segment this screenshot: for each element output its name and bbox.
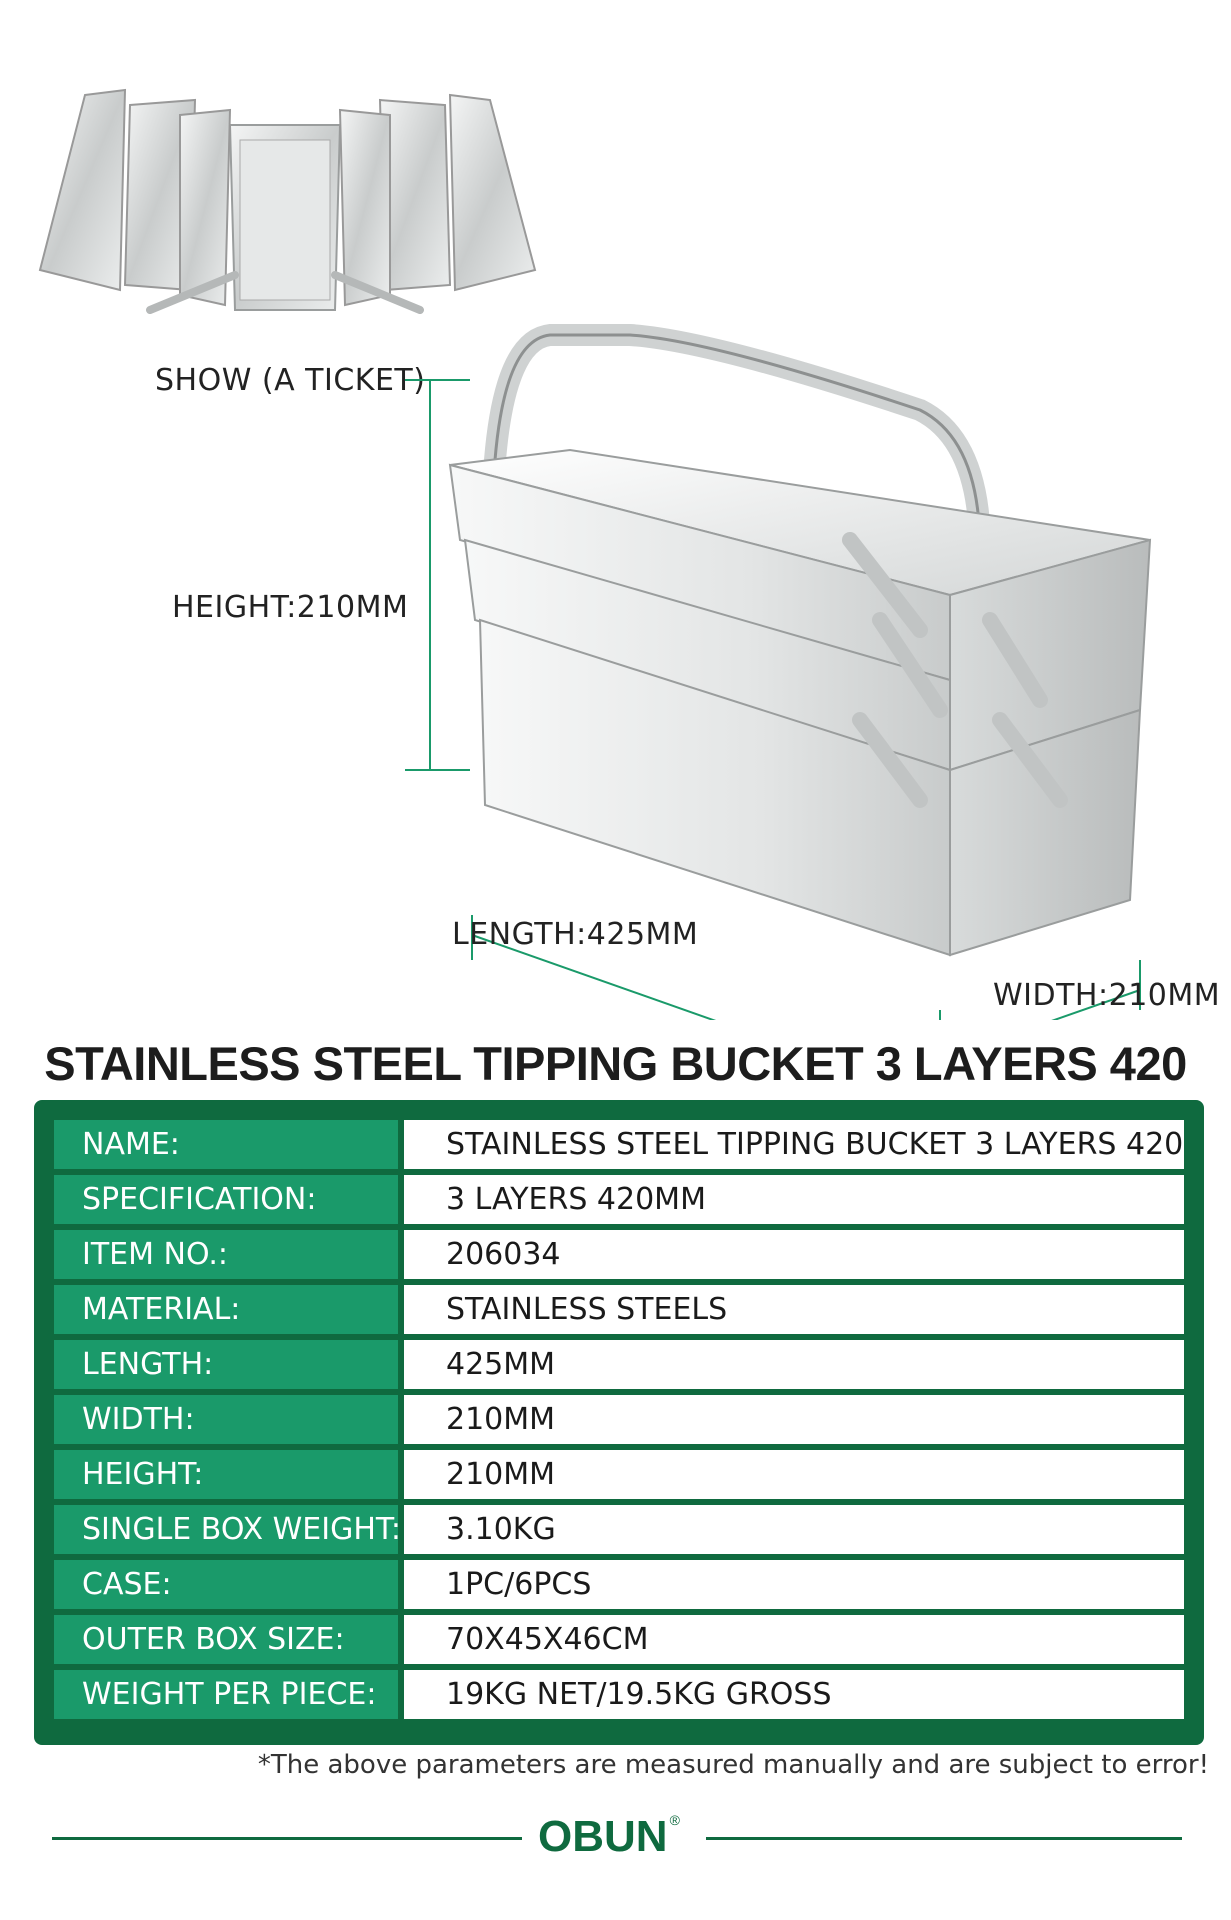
height-caption: HEIGHT:210MM — [172, 590, 409, 625]
spec-row-length — [54, 1340, 1184, 1389]
spec-label: CASE: — [54, 1560, 398, 1609]
width-caption: WIDTH:210MM — [993, 978, 1221, 1013]
spec-row-single-box-weight — [54, 1505, 1184, 1554]
closed-toolbox-image — [380, 300, 1180, 1020]
spec-label: WEIGHT PER PIECE: — [54, 1670, 398, 1719]
brand-divider-left — [52, 1837, 522, 1840]
spec-row-height — [54, 1450, 1184, 1499]
registered-mark: ® — [669, 1812, 680, 1828]
spec-label: SINGLE BOX WEIGHT: — [54, 1505, 398, 1554]
show-caption: SHOW (A TICKET) — [155, 363, 426, 398]
spec-label: ITEM NO.: — [54, 1230, 398, 1279]
brand-logo — [538, 1812, 680, 1862]
spec-value: STAINLESS STEELS — [404, 1285, 1184, 1334]
product-title: STAINLESS STEEL TIPPING BUCKET 3 LAYERS 420 — [44, 1037, 1187, 1090]
spec-value: 70X45X46CM — [404, 1615, 1184, 1664]
spec-value: 19KG NET/19.5KG GROSS — [404, 1670, 1184, 1719]
spec-value: STAINLESS STEEL TIPPING BUCKET 3 LAYERS 420 — [404, 1120, 1184, 1169]
spec-label: HEIGHT: — [54, 1450, 398, 1499]
spec-table — [34, 1100, 1204, 1745]
spec-row-material — [54, 1285, 1184, 1334]
spec-value: 206034 — [404, 1230, 1184, 1279]
spec-value: 3 LAYERS 420MM — [404, 1175, 1184, 1224]
spec-row-name — [54, 1120, 1184, 1169]
spec-row-outer-box-size — [54, 1615, 1184, 1664]
disclaimer-note: *The above parameters are measured manually and are subject to error! — [257, 1750, 1209, 1780]
spec-row-item-no — [54, 1230, 1184, 1279]
spec-label: SPECIFICATION: — [54, 1175, 398, 1224]
spec-value: 425MM — [404, 1340, 1184, 1389]
spec-value: 210MM — [404, 1395, 1184, 1444]
spec-label: LENGTH: — [54, 1340, 398, 1389]
spec-value: 3.10KG — [404, 1505, 1184, 1554]
spec-value: 210MM — [404, 1450, 1184, 1499]
spec-label: WIDTH: — [54, 1395, 398, 1444]
spec-label: NAME: — [54, 1120, 398, 1169]
spec-row-weight-per-piece — [54, 1670, 1184, 1719]
length-caption: LENGTH:425MM — [452, 917, 699, 952]
spec-row-case — [54, 1560, 1184, 1609]
brand-name: OBUN — [538, 1812, 668, 1861]
spec-label: MATERIAL: — [54, 1285, 398, 1334]
spec-row-specification — [54, 1175, 1184, 1224]
brand-divider-right — [706, 1837, 1182, 1840]
spec-row-width — [54, 1395, 1184, 1444]
spec-value: 1PC/6PCS — [404, 1560, 1184, 1609]
spec-label: OUTER BOX SIZE: — [54, 1615, 398, 1664]
